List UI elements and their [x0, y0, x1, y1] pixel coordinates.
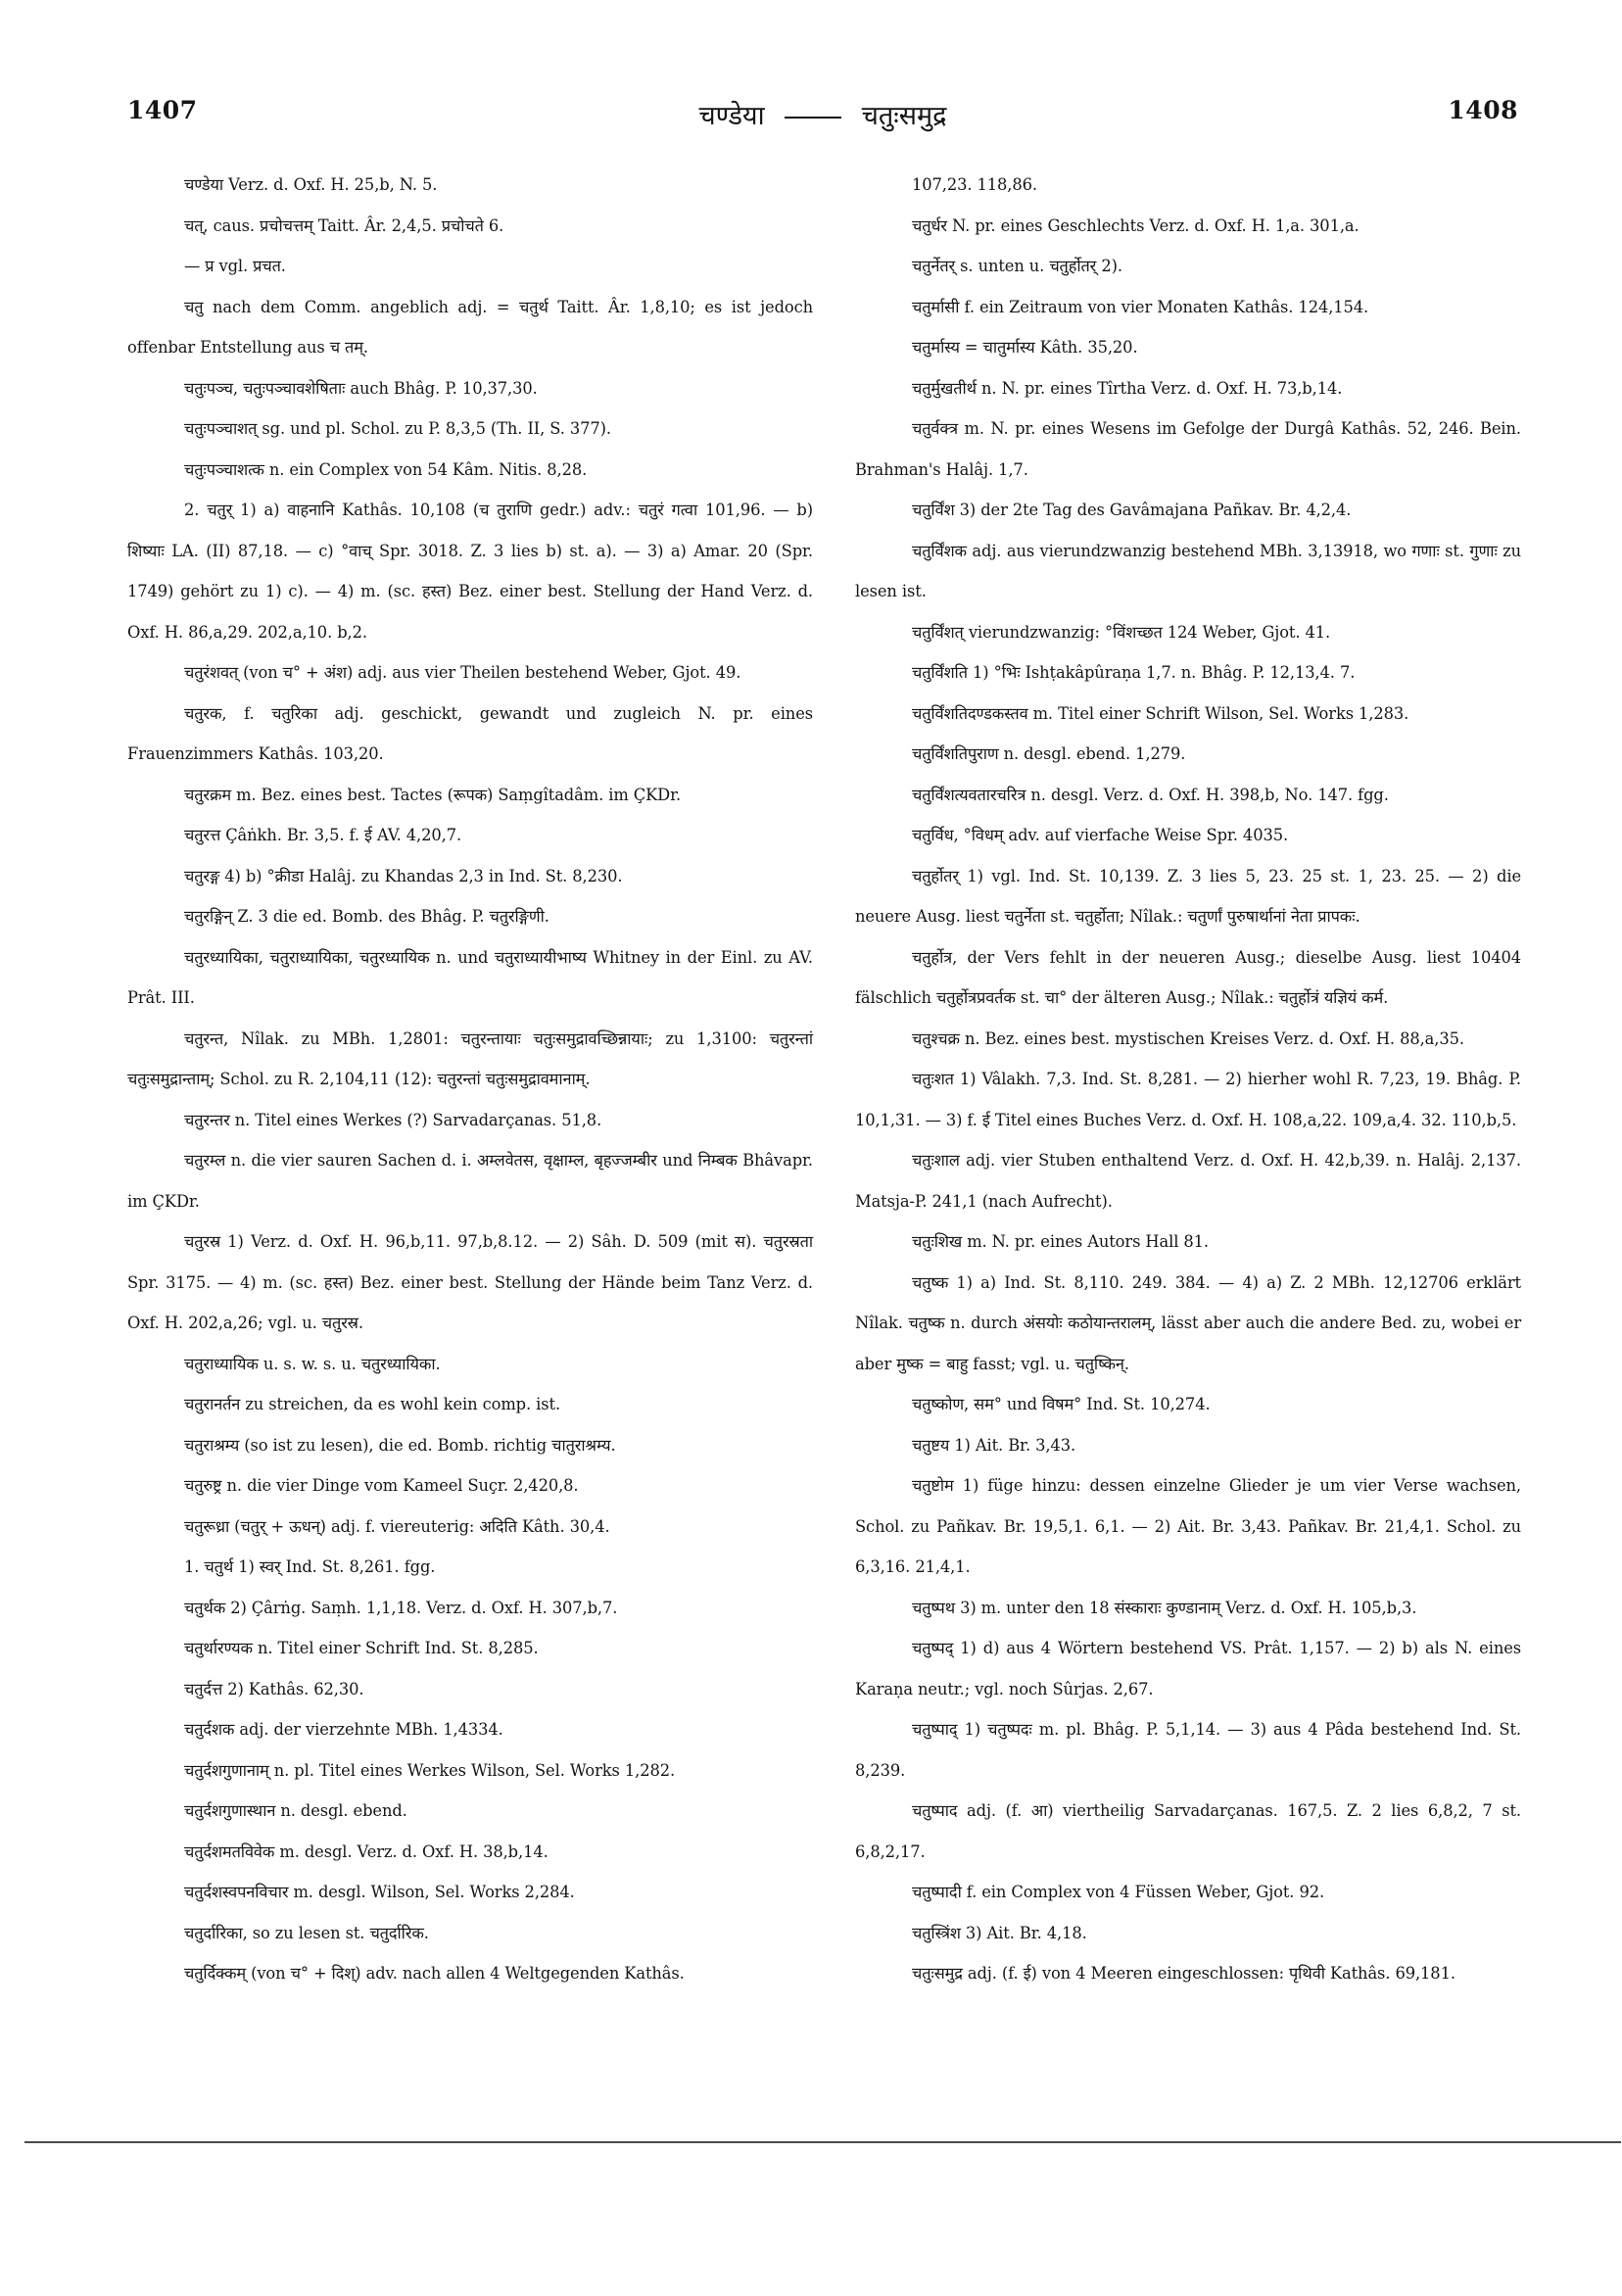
dictionary-entry: चतुर्दिक्कम् (von च° + दिश्) adv. nach allen 4 Weltgegenden Kathâs.: [184, 1964, 685, 1983]
dictionary-entry: चतुर्दत्त 2) Kathâs. 62,30.: [184, 1679, 364, 1698]
dictionary-entry: चतुरक, f. चतुरिका adj. geschickt, gewandt und zugleich N. pr. eines Frauenzimmers Kathâs. 103,20.: [127, 703, 813, 763]
dictionary-entry: चतुरूध्रा (चतुर् + ऊधन्) adj. f. viereuterig: अदिति Kâth. 30,4.: [184, 1516, 610, 1536]
dictionary-entry: चतुरत्त Çâṅkh. Br. 3,5. f. ई AV. 4,20,7.: [184, 826, 462, 844]
dictionary-entry: चतुर्थारण्यक n. Titel einer Schrift Ind. St. 8,285.: [184, 1639, 539, 1657]
dictionary-entry: चतुर्विंशतिदण्डकस्तव m. Titel einer Schrift Wilson, Sel. Works 1,283.: [912, 703, 1409, 723]
page-header: [127, 96, 1518, 135]
dictionary-entry: चतुःशिख m. N. pr. eines Autors Hall 81.: [912, 1232, 1209, 1251]
dictionary-entry: चण्डेया Verz. d. Oxf. H. 25,b, N. 5.: [184, 175, 438, 194]
dictionary-entry: चतुर्धर N. pr. eines Geschlechts Verz. d. Oxf. H. 1,a. 301,a.: [912, 215, 1360, 235]
dictionary-entry: चतुराध्यायिक u. s. w. s. u. चतुरध्यायिका.: [184, 1354, 441, 1373]
dictionary-entry: चतुरानर्तन zu streichen, da es wohl kein comp. ist.: [184, 1395, 561, 1413]
dictionary-entry: चतुर्होतर् 1) vgl. Ind. St. 10,139. Z. 3 lies 5, 23. 25 st. 1, 23. 25. — 2) die neuere Ausg. liest चतुर्नेता st. चतुर्होता; Nîlak.: चतुर्णां पुरुषार्थानां नेता प्रापकः.: [855, 866, 1521, 926]
dictionary-entry: चतुर्थक 2) Çârṅg. Saṃh. 1,1,18. Verz. d. Oxf. H. 307,b,7.: [184, 1598, 618, 1617]
page-number-right: 1408: [1448, 96, 1518, 124]
dictionary-entry: 107,23. 118,86.: [912, 175, 1037, 194]
dictionary-entry: चतुरन्त, Nîlak. zu MBh. 1,2801: चतुरन्तायाः चतुःसमुद्रावच्छिन्नायाः; zu 1,3100: चतुरन्तां चतुःसमुद्रान्ताम्; Schol. zu R. 2,104,11 (12): चतुरन्तां चतुःसमुद्रावमानाम्.: [127, 1028, 813, 1088]
dictionary-entry: चतुर्होत्र, der Vers fehlt in der neueren Ausg.; dieselbe Ausg. liest 10404 fälschlich चतुर्होत्रप्रवर्तक st. चा° der älteren Ausg.; Nîlak.: चतुर्होत्रं यज्ञियं कर्म.: [855, 947, 1521, 1007]
dictionary-entry: चतुर्दशक adj. der vierzehnte MBh. 1,4334.: [184, 1720, 503, 1739]
dictionary-entry: चतुरक्रम m. Bez. eines best. Tactes (रूपक) Saṃgîtadâm. im ÇKDr.: [184, 785, 682, 804]
dictionary-entry: चतुर्दशगुणास्थान n. desgl. ebend.: [184, 1801, 407, 1820]
dictionary-entry: चतुरम्ल n. die vier sauren Sachen d. i. अम्लवेतस, वृक्षाम्ल, बृहज्जम्बीर und निम्बक Bhâvapr. im ÇKDr.: [127, 1151, 813, 1211]
dictionary-entry: चतुरुष्ट्र n. die vier Dinge vom Kameel Suçr. 2,420,8.: [184, 1476, 579, 1495]
dictionary-entry: चतुर्विंशत्यवतारचरित्र n. desgl. Verz. d. Oxf. H. 398,b, No. 147. fgg.: [912, 785, 1389, 804]
dictionary-entry: 1. चतुर्थ 1) स्वर् Ind. St. 8,261. fgg.: [184, 1557, 436, 1576]
dictionary-entry: चतुर्मास्य = चातुर्मास्य Kâth. 35,20.: [912, 338, 1138, 357]
dictionary-entry: चतुःपञ्चाशत् sg. und pl. Schol. zu P. 8,3,5 (Th. II, S. 377).: [184, 419, 611, 438]
dictionary-entry: — प्र vgl. प्रचत.: [184, 257, 286, 275]
dictionary-entry: चतुःसमुद्र adj. (f. ई) von 4 Meeren eingeschlossen: पृथिवी Kathâs. 69,181.: [912, 1964, 1455, 1983]
dictionary-entry: चतुर्विंशतिपुराण n. desgl. ebend. 1,279.: [912, 744, 1186, 763]
dictionary-entry: चतुष्क 1) a) Ind. St. 8,110. 249. 384. — 4) a) Z. 2 MBh. 12,12706 erklärt Nîlak. चतुष्क n. durch अंसयोः कठोयान्तरालम्, lässt aber auch die andere Bed. zu, wobei er aber मुष्क = बाहु fasst; vgl. u. चतुष्किन्.: [855, 1272, 1521, 1373]
dictionary-entry: चतुष्पाद् 1) चतुष्पदः m. pl. Bhâg. P. 5,1,14. — 3) aus 4 Pâda bestehend Ind. St. 8,239.: [855, 1720, 1521, 1780]
dictionary-entry: चतुःशत 1) Vâlakh. 7,3. Ind. St. 8,281. — 2) hierher wohl R. 7,23, 19. Bhâg. P. 10,1,31. — 3) f. ई Titel eines Buches Verz. d. Oxf. H. 108,a,22. 109,a,4. 32. 110,b,5.: [855, 1070, 1521, 1129]
dictionary-entry: चतुरङ्गिन् Z. 3 die ed. Bomb. des Bhâg. P. चतुरङ्गिणी.: [184, 907, 549, 926]
dictionary-entry: चत्, caus. प्रचोचत्तम् Taitt. Âr. 2,4,5. प्रचोचते 6.: [184, 215, 504, 235]
dictionary-entry: चतुष्पथ 3) m. unter den 18 संस्काराः कुण्डानाम् Verz. d. Oxf. H. 105,b,3.: [912, 1598, 1417, 1617]
dictionary-entry: चतुष्पाद adj. (f. आ) viertheilig Sarvadarçanas. 167,5. Z. 2 lies 6,8,2, 7 st. 6,8,2,17.: [855, 1801, 1521, 1861]
dictionary-entry: चतुर्नेतर् s. unten u. चतुर्होतर् 2).: [912, 257, 1122, 275]
dictionary-entry: चतुष्पादी f. ein Complex von 4 Füssen Weber, Gjot. 92.: [912, 1883, 1325, 1901]
dictionary-entry: चतुराश्रम्य (so ist zu lesen), die ed. Bomb. richtig चातुराश्रम्य.: [184, 1435, 616, 1455]
dictionary-entry: चतुष्पद् 1) d) aus 4 Wörtern bestehend VS. Prât. 1,157. — 2) b) als N. eines Karaṇa neutr.; vgl. noch Sûrjas. 2,67.: [855, 1639, 1521, 1698]
dictionary-entry: चतुःशाल adj. vier Stuben enthaltend Verz. d. Oxf. H. 42,b,39. n. Halâj. 2,137. Matsja-P. 241,1 (nach Aufrecht).: [855, 1151, 1521, 1211]
dictionary-entry: चतुर्विंशक adj. aus vierundzwanzig bestehend MBh. 3,13918, wo गणाः st. गुणाः zu lesen ist.: [855, 541, 1521, 600]
dictionary-entry: चतुरस्र 1) Verz. d. Oxf. H. 96,b,11. 97,b,8.12. — 2) Sâh. D. 509 (mit स). चतुरस्रता Spr. 3175. — 4) m. (sc. हस्त) Bez. einer best. Stellung der Hände beim Tanz Verz. d. Oxf. H. 202,a,26; vgl. u. चतुरस्र.: [127, 1232, 813, 1332]
footer-rule: [24, 2141, 1621, 2143]
dictionary-entry: चतुर्दशगुणानाम् n. pl. Titel eines Werkes Wilson, Sel. Works 1,282.: [184, 1760, 676, 1780]
left-column: [127, 165, 813, 1994]
running-head-right: चतुःसमुद्र: [861, 101, 947, 131]
dictionary-entry: चतुष्टय 1) Ait. Br. 3,43.: [912, 1435, 1076, 1455]
dictionary-entry: चतुःपञ्च, चतुःपञ्चावशेषिताः auch Bhâg. P. 10,37,30.: [184, 378, 538, 398]
dictionary-entry: चतुर्मुखतीर्थ n. N. pr. eines Tîrtha Verz. d. Oxf. H. 73,b,14.: [912, 378, 1343, 398]
running-head-left: चण्डेया: [698, 101, 765, 131]
dictionary-entry: चतुरङ्ग 4) b) °क्रीडा Halâj. zu Khandas 2,3 in Ind. St. 8,230.: [184, 866, 623, 885]
dictionary-entry: चतुरध्यायिका, चतुराध्यायिका, चतुरध्यायिक n. und चतुराध्यायीभाष्य Whitney in der Einl. zu AV. Prât. III.: [127, 947, 813, 1007]
dictionary-entry: चतुर्दारिका, so zu lesen st. चतुर्दारिक.: [184, 1923, 429, 1942]
running-head: [127, 96, 1518, 132]
dictionary-entry: चतुःपञ्चाशत्क n. ein Complex von 54 Kâm. Nitis. 8,28.: [184, 459, 588, 479]
dictionary-entry: चतुष्टोम 1) füge hinzu: dessen einzelne Glieder je um vier Verse wachsen, Schol. zu Pañkav. Br. 19,5,1. 6,1. — 2) Ait. Br. 3,43. Pañkav. Br. 21,4,1. Schol. zu 6,3,16. 21,4,1.: [855, 1476, 1521, 1576]
dictionary-entry: चतुर्विंश 3) der 2te Tag des Gavâmajana Pañkav. Br. 4,2,4.: [912, 501, 1352, 519]
running-head-dash: [785, 117, 841, 119]
dictionary-entry: चतुर्मासी f. ein Zeitraum von vier Monaten Kathâs. 124,154.: [912, 297, 1369, 316]
dictionary-entry: चतुरंशवत् (von च° + अंश) adj. aus vier Theilen bestehend Weber, Gjot. 49.: [184, 663, 741, 682]
dictionary-entry: चतुर्विंशति 1) °भिः Ishṭakâpûraṇa 1,7. n. Bhâg. P. 12,13,4. 7.: [912, 663, 1356, 682]
dictionary-entry: चतुरन्तर n. Titel eines Werkes (?) Sarvadarçanas. 51,8.: [184, 1110, 602, 1129]
dictionary-entry: चतुर्विंशत् vierundzwanzig: °विंशच्छत 124 Weber, Gjot. 41.: [912, 622, 1331, 642]
dictionary-entry: चतु nach dem Comm. angeblich adj. = चतुर्थ Taitt. Âr. 1,8,10; es ist jedoch offenbar Entstellung aus च तम्.: [127, 297, 813, 357]
dictionary-entry: चतुर्दशमतविवेक m. desgl. Verz. d. Oxf. H. 38,b,14.: [184, 1842, 549, 1861]
page-number-left: 1407: [127, 96, 198, 124]
dictionary-entry: चतुश्चक्र n. Bez. eines best. mystischen Kreises Verz. d. Oxf. H. 88,a,35.: [912, 1028, 1464, 1048]
dictionary-entry: 2. चतुर् 1) a) वाहनानि Kathâs. 10,108 (च तुराणि gedr.) adv.: चतुरं गत्वा 101,96. — b) शिष्याः LA. (II) 87,18. — c) °वाच् Spr. 3018. Z. 3 lies b) st. a). — 3) a) Amar. 20 (Spr. 1749) gehört zu 1) c). — 4) m. (sc. हस्त) Bez. einer best. Stellung der Hand Verz. d. Oxf. H. 86,a,29. 202,a,10. b,2.: [127, 501, 813, 642]
dictionary-entry: चतुर्वक्त्र m. N. pr. eines Wesens im Gefolge der Durgâ Kathâs. 52, 246. Bein. Brahman's Halâj. 1,7.: [855, 419, 1521, 479]
dictionary-entry: चतुस्त्रिंश 3) Ait. Br. 4,18.: [912, 1923, 1087, 1942]
right-column: [855, 165, 1521, 1994]
dictionary-entry: चतुर्दशस्वपनविचार m. desgl. Wilson, Sel. Works 2,284.: [184, 1883, 575, 1901]
dictionary-entry: चतुष्कोण, सम° und विषम° Ind. St. 10,274.: [912, 1395, 1211, 1413]
dictionary-entry: चतुर्विध, °विधम् adv. auf vierfache Weise Spr. 4035.: [912, 826, 1289, 844]
